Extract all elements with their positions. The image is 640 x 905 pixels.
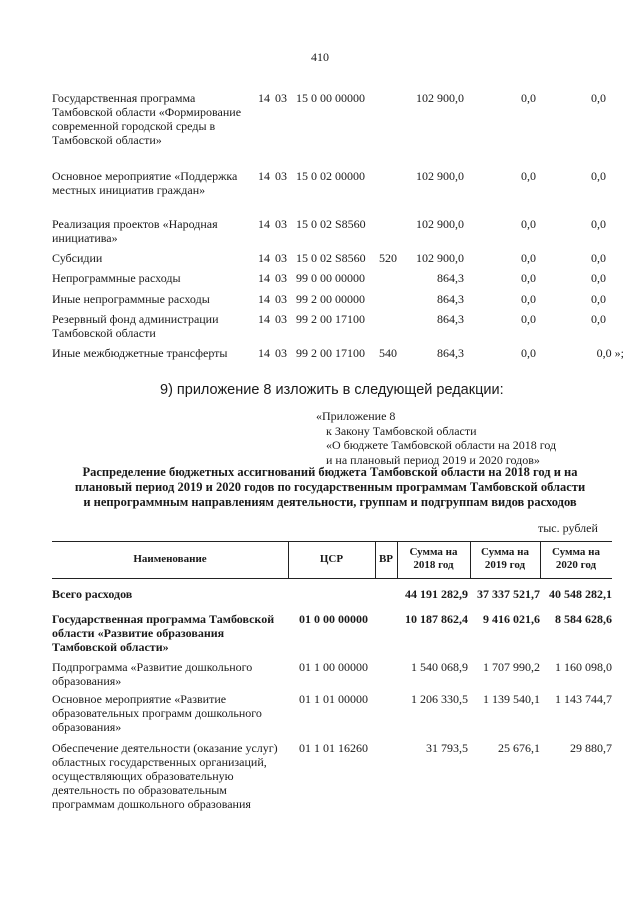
row-sum-2018: 864,3	[437, 292, 464, 306]
row-sum-2020: 8 584 628,6	[555, 612, 612, 626]
row-sum-2019: 0,0	[521, 271, 536, 285]
row-target-code: 15 0 02 S8560	[296, 251, 366, 265]
header-sum-line: Сумма на	[551, 546, 601, 558]
row-sum-2019: 25 676,1	[498, 741, 540, 755]
row-subsection: 03	[275, 251, 287, 265]
row-sum-2020: 29 880,7	[570, 741, 612, 755]
row-subsection: 03	[275, 346, 287, 360]
row-sum-2018: 102 900,0	[416, 169, 464, 183]
row-sum-2018: 864,3	[437, 346, 464, 360]
row-sum-2020: 0,0	[591, 169, 606, 183]
row-sum-2020: 0,0	[591, 217, 606, 231]
row-target-code: 01 1 00 00000	[299, 660, 368, 674]
row-section: 14	[258, 169, 270, 183]
row-sum-2020: 0,0	[591, 91, 606, 105]
appendix-line: «Приложение 8	[316, 409, 396, 423]
title-line: Распределение бюджетных ассигнований бюджета Тамбовской области на 2018 год и на	[82, 465, 578, 479]
amendment-item-9: 9) приложение 8 изложить в следующей редакции:	[160, 382, 504, 398]
row-sum-2018: 102 900,0	[416, 91, 464, 105]
row-sum-2018: 102 900,0	[416, 217, 464, 231]
row-target-code: 99 2 00 00000	[296, 292, 365, 306]
row-sum-2019: 0,0	[521, 169, 536, 183]
row-sum-2020: 0,0 »;	[596, 346, 624, 360]
row-section: 14	[258, 312, 270, 326]
row-name: Иные межбюджетные трансферты	[52, 346, 228, 360]
row-section: 14	[258, 217, 270, 231]
row-subsection: 03	[275, 271, 287, 285]
row-sum-2019: 0,0	[521, 91, 536, 105]
row-name: Подпрограмма «Развитие дошкольного образования»	[52, 660, 253, 688]
row-name: Реализация проектов «Народная инициатива»	[52, 217, 218, 245]
row-sum-2020: 40 548 282,1	[549, 587, 612, 601]
row-name: Основное мероприятие «Поддержка местных инициатив граждан»	[52, 169, 238, 197]
appendix-header	[316, 409, 556, 467]
row-sum-2018: 864,3	[437, 312, 464, 326]
header-sum-line: 2018 год	[413, 559, 454, 571]
row-sum-2019: 0,0	[521, 292, 536, 306]
header-sum-2019	[470, 546, 540, 572]
row-sum-2018: 1 540 068,9	[411, 660, 468, 674]
row-target-code: 15 0 02 S8560	[296, 217, 366, 231]
header-name: Наименование	[133, 553, 207, 565]
row-sum-2019: 0,0	[521, 217, 536, 231]
row-sum-2019: 0,0	[521, 251, 536, 265]
appendix-line: к Закону Тамбовской области	[326, 423, 477, 438]
row-sum-2020: 0,0	[591, 271, 606, 285]
row-sum-2020: 0,0	[591, 312, 606, 326]
row-target-code: 15 0 00 00000	[296, 91, 365, 105]
row-sum-2018: 102 900,0	[416, 251, 464, 265]
header-sum-line: Сумма на	[409, 546, 458, 558]
units-label: тыс. рублей	[538, 521, 598, 535]
header-sum-line: 2019 год	[484, 559, 526, 571]
row-sum-2018: 10 187 862,4	[405, 612, 468, 626]
row-sum-2020: 1 160 098,0	[555, 660, 612, 674]
row-name: Государственная программа Тамбовской области «Развитие образования Тамбовской области»	[52, 612, 275, 654]
row-expense-type: 540	[379, 346, 397, 360]
row-subsection: 03	[275, 292, 287, 306]
row-target-code: 99 2 00 17100	[296, 346, 365, 360]
header-sum-line: 2020 год	[555, 559, 597, 571]
row-subsection: 03	[275, 217, 287, 231]
row-name: Резервный фонд администрации Тамбовской области	[52, 312, 219, 340]
row-section: 14	[258, 91, 270, 105]
row-name: Субсидии	[52, 251, 103, 265]
row-sum-2019: 1 707 990,2	[483, 660, 540, 674]
appendix-line: «О бюджете Тамбовской области на 2018 год	[326, 438, 557, 452]
header-expense-type: ВР	[378, 553, 394, 565]
row-target-code: 15 0 02 00000	[296, 169, 365, 183]
row-sum-2018: 44 191 282,9	[405, 587, 468, 601]
row-name: Всего расходов	[52, 587, 133, 601]
header-sum-2020	[540, 546, 612, 572]
row-target-code: 99 0 00 00000	[296, 271, 365, 285]
row-name: Государственная программа Тамбовской области «Формирование современной городской среды в Тамбовской области»	[52, 91, 242, 147]
row-subsection: 03	[275, 91, 287, 105]
row-target-code: 01 0 00 00000	[299, 612, 368, 626]
row-name: Иные непрограммные расходы	[52, 292, 210, 306]
row-expense-type: 520	[379, 251, 397, 265]
document-title	[40, 465, 620, 510]
appendix-line: и на плановый период 2019 и 2020 годов»	[326, 452, 540, 467]
row-sum-2018: 1 206 330,5	[411, 692, 468, 706]
header-sum-2018	[397, 546, 470, 572]
title-line: плановый период 2019 и 2020 годов по государственным программам Тамбовской области	[74, 480, 586, 494]
row-sum-2020: 1 143 744,7	[555, 692, 612, 706]
row-sum-2020: 0,0	[591, 251, 606, 265]
row-sum-2019: 0,0	[521, 312, 536, 326]
row-sum-2018: 864,3	[437, 271, 464, 285]
row-sum-2019: 0,0	[521, 346, 536, 360]
row-subsection: 03	[275, 169, 287, 183]
row-section: 14	[258, 346, 270, 360]
header-sum-line: Сумма на	[480, 546, 530, 558]
row-name: Обеспечение деятельности (оказание услуг) областных государственных организаций, осуществляющих образовательную деятельность по образовательным программам дошкольного образования	[52, 741, 278, 811]
row-section: 14	[258, 292, 270, 306]
row-sum-2018: 31 793,5	[426, 741, 468, 755]
row-target-code: 01 1 01 00000	[299, 692, 368, 706]
page-number: 410	[311, 50, 329, 64]
row-section: 14	[258, 251, 270, 265]
row-name: Основное мероприятие «Развитие образовательных программ дошкольного образования»	[52, 692, 262, 734]
row-sum-2020: 0,0	[591, 292, 606, 306]
row-section: 14	[258, 271, 270, 285]
row-sum-2019: 9 416 021,6	[483, 612, 540, 626]
row-target-code: 01 1 01 16260	[299, 741, 368, 755]
row-sum-2019: 1 139 540,1	[483, 692, 540, 706]
title-line: и непрограммным направлениям деятельности, группам и подгруппам видов расходов	[83, 495, 577, 509]
row-name: Непрограммные расходы	[52, 271, 181, 285]
row-target-code: 99 2 00 17100	[296, 312, 365, 326]
header-target-code: ЦСР	[319, 553, 344, 565]
row-subsection: 03	[275, 312, 287, 326]
row-sum-2019: 37 337 521,7	[477, 587, 540, 601]
